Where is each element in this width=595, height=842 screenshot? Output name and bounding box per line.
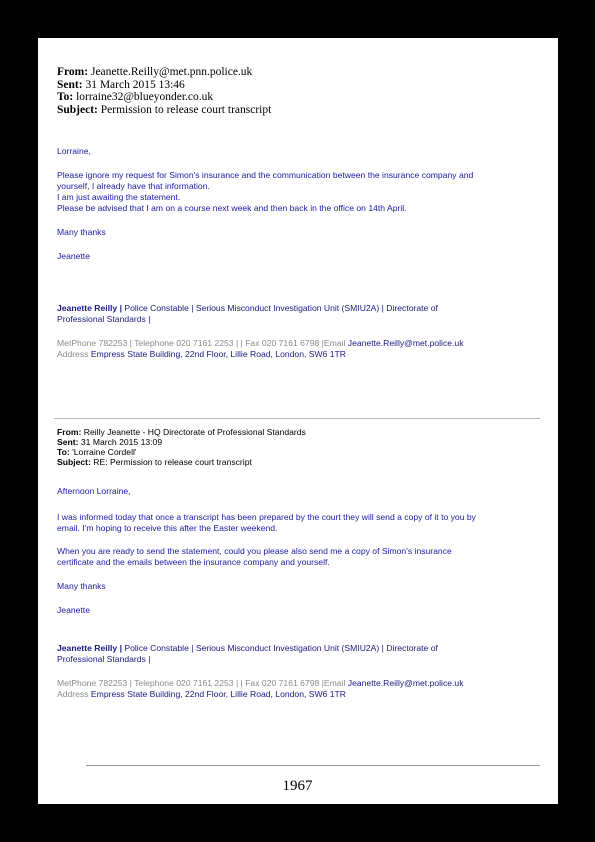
email-separator — [54, 418, 540, 419]
email2-sig-name: Jeanette Reilly | — [57, 643, 122, 653]
email2-to-row: To: 'Lorraine Cordell' — [57, 447, 137, 457]
email1-body: Please ignore my request for Simon's insurance and the communication between the insurance company and yourself, I already have that information. I am just awaiting the statement. Please be advised that I am on a course next week and then back in the office on 14th April. — [57, 170, 474, 213]
email1-sent-row: Sent: 31 March 2015 13:46 — [57, 78, 185, 91]
email1-contact-email-link[interactable]: Jeanette.Reilly@met.police.uk — [347, 338, 464, 348]
email2-from-row: From: Reilly Jeanette - HQ Directorate of Professional Standards — [57, 427, 306, 437]
email2-paragraph-1: I was informed today that once a transcript has been prepared by the court they will send a copy of it to you by email. I'm hoping to receive this after the Easter weekend. — [57, 512, 476, 533]
email1-signoff: Jeanette — [57, 251, 90, 261]
email1-sent: 31 March 2015 13:46 — [85, 78, 185, 91]
email1-subject: Permission to release court transcript — [100, 103, 272, 116]
email2-greeting: Afternoon Lorraine, — [57, 486, 131, 496]
email1-header — [57, 66, 271, 116]
page-number: 1967 — [282, 778, 313, 794]
email2-from: Reilly Jeanette - HQ Directorate of Professional Standards — [83, 427, 306, 437]
email1-sig-name: Jeanette Reilly | — [57, 303, 122, 313]
email1-contact: MetPhone 782253 | Telephone 020 7161 2253 | | Fax 020 7161 6798 |Email Jeanette.Reilly@met.police.uk Address Empress State Building, 22nd Floor, Lillie Road, London, SW6 1TR — [57, 338, 464, 359]
email2-subject-row: Subject: RE: Permission to release court transcript — [57, 457, 252, 467]
email2-header — [57, 427, 306, 467]
email1-closing: Many thanks — [57, 227, 106, 237]
email2-to: 'Lorraine Cordell' — [72, 447, 137, 457]
email1-greeting: Lorraine, — [57, 146, 91, 156]
email2-closing: Many thanks — [57, 581, 106, 591]
email2-signature: Jeanette Reilly | Police Constable | Serious Misconduct Investigation Unit (SMIU2A) | Directorate of Professional Standards | — [57, 643, 438, 664]
email1-subject-row: Subject: Permission to release court transcript — [57, 103, 272, 116]
email1-from: Jeanette.Reilly@met.pnn.police.uk — [90, 66, 253, 78]
email1-to: lorraine32@blueyonder.co.uk — [76, 91, 214, 103]
email2-contact-email-link[interactable]: Jeanette.Reilly@met.police.uk — [347, 678, 464, 688]
document-page — [38, 38, 558, 804]
email2-subject: RE: Permission to release court transcript — [93, 457, 252, 467]
email2-signoff: Jeanette — [57, 605, 90, 615]
email2-sent: 31 March 2015 13:09 — [80, 437, 163, 447]
email2-sent-row: Sent: 31 March 2015 13:09 — [57, 437, 163, 447]
email1-from-row: From: Jeanette.Reilly@met.pnn.police.uk — [57, 66, 253, 78]
email2-paragraph-2: When you are ready to send the statement, could you please also send me a copy of Simon's insurance certificate and the emails between the insurance company and yourself. — [57, 546, 452, 567]
email1-to-row: To: lorraine32@blueyonder.co.uk — [57, 91, 214, 103]
email2-contact: MetPhone 782253 | Telephone 020 7161 2253 | | Fax 020 7161 6798 |Email Jeanette.Reilly@met.police.uk Address Empress State Building, 22nd Floor, Lillie Road, London, SW6 1TR — [57, 678, 464, 699]
footer-rule — [86, 765, 540, 766]
email1-signature: Jeanette Reilly | Police Constable | Serious Misconduct Investigation Unit (SMIU2A) | Directorate of Professional Standards | — [57, 303, 438, 324]
